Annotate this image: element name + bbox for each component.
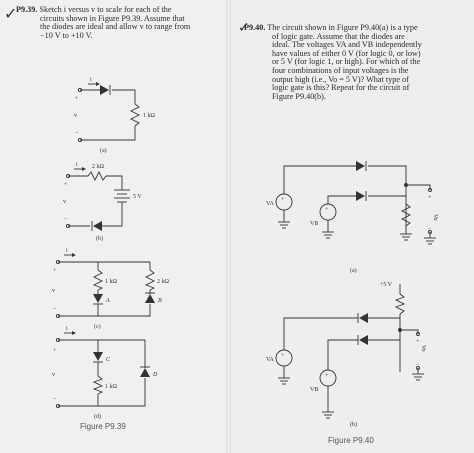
problem-line: or 5 V (for logic 1, or high). For which of the: [272, 57, 421, 67]
label-diode-d: D: [153, 372, 158, 378]
label-diode-b: B: [158, 298, 162, 304]
label-plus: +: [416, 339, 420, 345]
problem-line: circuits shown in Figure P9.39. Assume that: [40, 13, 185, 23]
problem-line: ideal. The voltages VA and VB independently: [272, 40, 422, 50]
resistor-symbol: [146, 270, 154, 290]
figure-p9-40: [228, 0, 474, 453]
label-vb: VB: [310, 221, 319, 227]
diode-symbol: [93, 352, 103, 361]
circuit-c: [52, 248, 170, 330]
label-res: 1 kΩ: [105, 384, 117, 390]
label-vo: Vo: [420, 345, 426, 352]
problem-line: have values of either 0 V (for logic 0, or low): [272, 48, 421, 58]
label-v: v: [52, 372, 55, 378]
figure-caption-p9-40: Figure P9.40: [328, 436, 374, 445]
diode-symbol: [93, 221, 102, 231]
label-va: VA: [266, 357, 274, 363]
problem-number: P9.39.: [16, 5, 38, 14]
label-minus: −: [428, 226, 432, 232]
resistor-symbol: [396, 294, 404, 314]
label-minus: −: [64, 216, 68, 222]
label-res: 1 kΩ: [105, 279, 117, 285]
label-v: v: [63, 199, 66, 205]
caption-a: (a): [100, 148, 107, 154]
label-minus: −: [53, 306, 57, 312]
problem-line: of logic gate. Assume that the diodes are: [272, 31, 405, 41]
label-minus: −: [75, 130, 79, 136]
figure-p9-39: [0, 0, 226, 453]
label-i: i: [76, 162, 78, 168]
caption-b: (b): [96, 236, 103, 242]
problem-line: The circuit shown in Figure P9.40(a) is a type: [267, 23, 418, 32]
label-res: 1 kΩ: [143, 113, 155, 119]
check-mark-right: ✓: [238, 20, 250, 36]
problem-number: P9.40.: [244, 23, 266, 32]
label-plus5v: +5 V: [380, 282, 393, 288]
diode-symbol: [145, 294, 155, 303]
circuit-d: [52, 326, 158, 420]
label-i: i: [66, 326, 68, 332]
label-vb: VB: [310, 387, 319, 393]
circuit-b: [63, 162, 142, 242]
label-plus: +: [428, 195, 432, 201]
label-battery: 5 V: [133, 194, 142, 200]
circuit-a: [74, 77, 156, 154]
caption-d: (d): [94, 414, 101, 420]
problem-line: logic gate is this? Repeat for the circuit of: [272, 83, 410, 93]
diode-symbol: [100, 85, 109, 95]
label-vo: Vo: [432, 214, 438, 221]
caption-p9-40-b: (b): [350, 422, 357, 428]
label-plus: +: [325, 373, 329, 379]
diode-symbol: [359, 335, 368, 345]
resistor-symbol: [131, 104, 139, 126]
label-minus: −: [416, 362, 420, 368]
diode-symbol: [140, 368, 150, 377]
diode-symbol: [356, 191, 365, 201]
problem-line: output high (i.e., Vo = 5 V)? What type of: [272, 74, 409, 84]
label-plus: +: [281, 197, 285, 203]
diode-symbol: [93, 294, 103, 303]
label-i: i: [66, 248, 68, 254]
caption-c: (c): [94, 324, 101, 330]
label-plus: +: [64, 182, 68, 188]
diode-symbol: [359, 313, 368, 323]
diode-symbol: [356, 161, 365, 171]
label-v: v: [52, 288, 55, 294]
label-i: i: [90, 77, 92, 83]
check-mark-left: ✓: [4, 4, 18, 23]
label-plus: +: [53, 268, 57, 274]
caption-p9-40-a: (a): [350, 268, 357, 274]
label-diode-c: C: [106, 357, 111, 363]
problem-line: −10 V to +10 V.: [40, 30, 93, 40]
problem-line: Sketch i versus v to scale for each of the: [39, 5, 172, 14]
label-v: v: [74, 113, 77, 119]
problem-line: four combinations of input voltages is the: [272, 65, 409, 75]
circuit-p9-40-a: [266, 161, 438, 274]
label-diode-a: A: [106, 298, 110, 304]
label-res: 2 kΩ: [92, 164, 104, 170]
label-plus: +: [325, 207, 329, 213]
circuit-p9-40-b: [266, 282, 426, 428]
label-plus: +: [75, 96, 79, 102]
figure-caption-p9-39: Figure P9.39: [80, 422, 126, 431]
problem-line: the diodes are ideal and allow v to range from: [40, 22, 191, 32]
label-va: VA: [266, 201, 274, 207]
label-plus: +: [281, 353, 285, 359]
resistor-symbol: [88, 172, 106, 180]
resistor-symbol: [94, 376, 102, 394]
label-res: 2 kΩ: [157, 279, 169, 285]
label-plus: +: [53, 348, 57, 354]
resistor-symbol: [94, 270, 102, 290]
problem-line: Figure P9.40(b).: [272, 91, 326, 101]
label-minus: −: [53, 396, 57, 402]
